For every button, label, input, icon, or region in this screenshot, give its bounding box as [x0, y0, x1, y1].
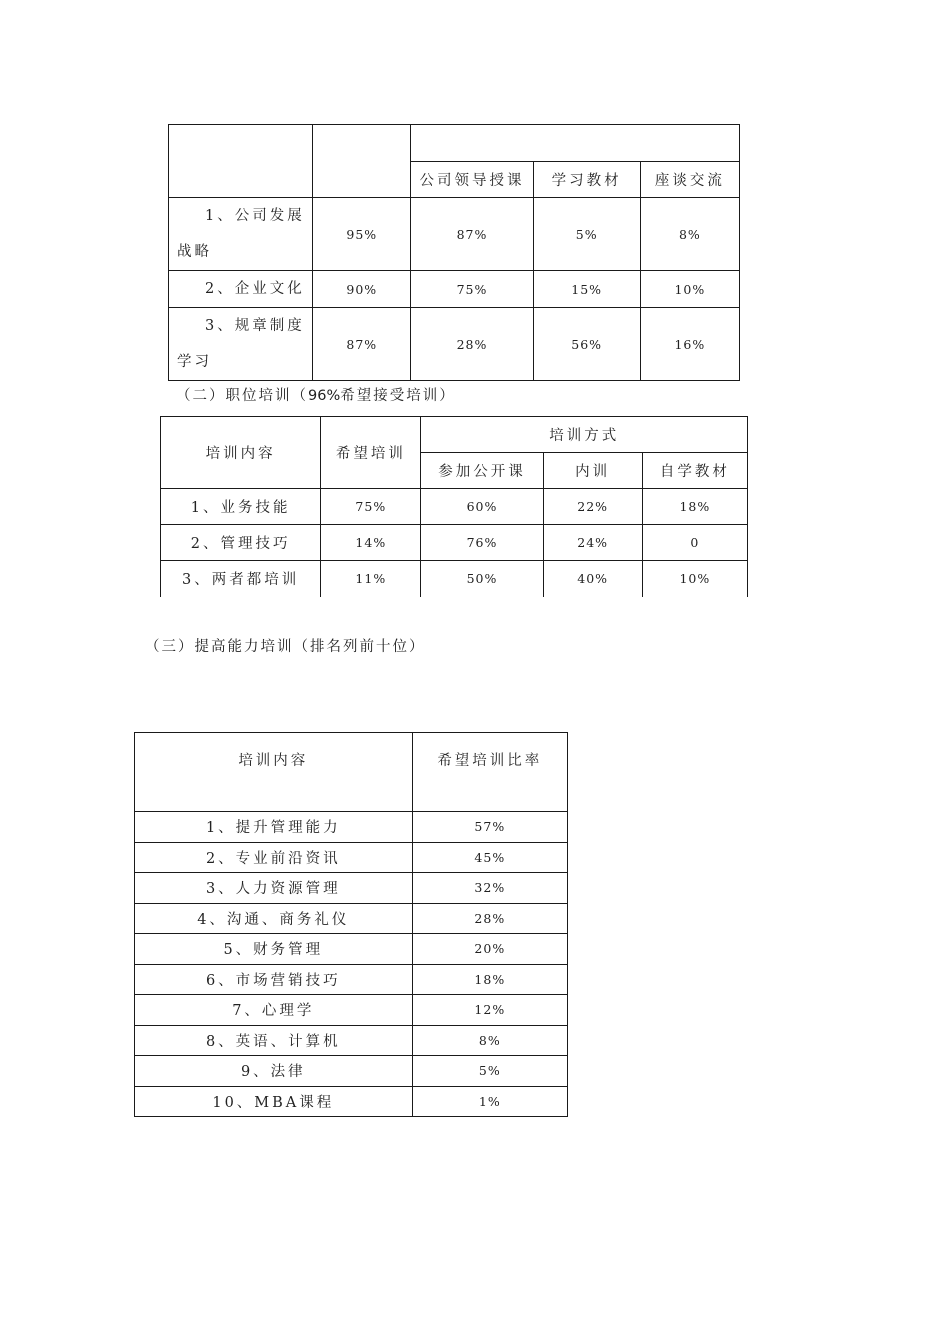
row-label: 10、MBA课程	[135, 1086, 413, 1117]
cell-value: 5%	[412, 1056, 567, 1087]
cell-value: 20%	[412, 934, 567, 965]
cell-value: 75%	[411, 271, 533, 308]
cell-value: 22%	[543, 489, 642, 525]
cell-value: 12%	[412, 995, 567, 1026]
cell-value: 90%	[313, 271, 411, 308]
table-row	[135, 903, 568, 934]
caption-suffix: 希望接受培训）	[340, 388, 456, 404]
position-training-table-wrapper	[155, 410, 755, 597]
cell-value: 18%	[412, 964, 567, 995]
row-label: 2、专业前沿资讯	[135, 842, 413, 873]
row-label: 6、市场营销技巧	[135, 964, 413, 995]
table-row	[135, 1056, 568, 1087]
caption-prefix: （二）职位培训（	[176, 388, 308, 404]
cell-value: 56%	[533, 308, 640, 381]
row-label: 1、提升管理能力	[135, 812, 413, 843]
row-label: 3、两者都培训	[161, 561, 321, 597]
cell-value: 8%	[640, 198, 739, 271]
table-row	[135, 1025, 568, 1056]
row-label: 4、沟通、商务礼仪	[135, 903, 413, 934]
table-row	[135, 964, 568, 995]
col-header: 参加公开课	[421, 453, 543, 489]
cell-value: 11%	[321, 561, 421, 597]
cell-value: 87%	[313, 308, 411, 381]
row-label-line: 战略	[177, 244, 212, 260]
cell-value: 50%	[421, 561, 543, 597]
table-row	[161, 525, 748, 561]
row-label: 3、人力资源管理	[135, 873, 413, 904]
row-label: 9、法律	[135, 1056, 413, 1087]
table-row	[135, 812, 568, 843]
row-label	[169, 198, 313, 271]
cell-value: 8%	[412, 1025, 567, 1056]
table-row	[135, 934, 568, 965]
col-header: 自学教材	[642, 453, 747, 489]
table-row	[169, 198, 740, 271]
row-label: 2、管理技巧	[161, 525, 321, 561]
cell-value: 24%	[543, 525, 642, 561]
col-header: 培训内容	[135, 733, 413, 812]
row-label	[169, 308, 313, 381]
table-row	[135, 995, 568, 1026]
cell-value: 16%	[640, 308, 739, 381]
cell-value: 18%	[642, 489, 747, 525]
table-row	[135, 842, 568, 873]
cell-value: 76%	[421, 525, 543, 561]
row-label-line: 3、规章制度	[205, 318, 305, 334]
row-label: 8、英语、计算机	[135, 1025, 413, 1056]
caption-percent: 96%	[308, 388, 341, 404]
cell-value: 57%	[412, 812, 567, 843]
section-heading-position-training	[176, 384, 456, 405]
cell-value: 15%	[533, 271, 640, 308]
ability-training-table	[134, 732, 568, 1117]
cell-value: 28%	[412, 903, 567, 934]
row-label-line: 学习	[177, 354, 212, 370]
section-heading-ability-training: （三）提高能力培训（排名列前十位）	[145, 639, 426, 655]
table-row	[169, 271, 740, 308]
header-blank-cell	[169, 125, 313, 198]
cell-value: 14%	[321, 525, 421, 561]
table-row	[169, 308, 740, 381]
col-header: 座谈交流	[640, 162, 739, 198]
col-header: 学习教材	[533, 162, 640, 198]
row-label	[169, 271, 313, 308]
table-row	[161, 489, 748, 525]
row-label-line: 2、企业文化	[205, 281, 305, 297]
cell-value: 75%	[321, 489, 421, 525]
cell-value: 10%	[642, 561, 747, 597]
table-row	[135, 873, 568, 904]
cell-value: 10%	[640, 271, 739, 308]
row-label-line: 1、公司发展	[205, 208, 305, 224]
cell-value: 5%	[533, 198, 640, 271]
col-header: 公司领导授课	[411, 162, 533, 198]
col-header: 希望培训比率	[412, 733, 567, 812]
row-label: 1、业务技能	[161, 489, 321, 525]
cell-value: 40%	[543, 561, 642, 597]
table-row	[161, 561, 748, 597]
col-header: 培训内容	[161, 417, 321, 489]
row-label: 7、心理学	[135, 995, 413, 1026]
cell-value: 32%	[412, 873, 567, 904]
cell-value: 28%	[411, 308, 533, 381]
header-blank-cell	[313, 125, 411, 198]
cell-value: 95%	[313, 198, 411, 271]
col-header: 培训方式	[421, 417, 748, 453]
position-training-table	[160, 416, 748, 597]
cell-value: 60%	[421, 489, 543, 525]
cell-value: 45%	[412, 842, 567, 873]
cell-value: 87%	[411, 198, 533, 271]
cell-value: 0	[642, 525, 747, 561]
col-header: 内训	[543, 453, 642, 489]
cell-value: 1%	[412, 1086, 567, 1117]
row-label: 5、财务管理	[135, 934, 413, 965]
company-training-table	[168, 124, 740, 381]
header-blank-cell	[411, 125, 740, 162]
col-header: 希望培训	[321, 417, 421, 489]
table-row	[135, 1086, 568, 1117]
